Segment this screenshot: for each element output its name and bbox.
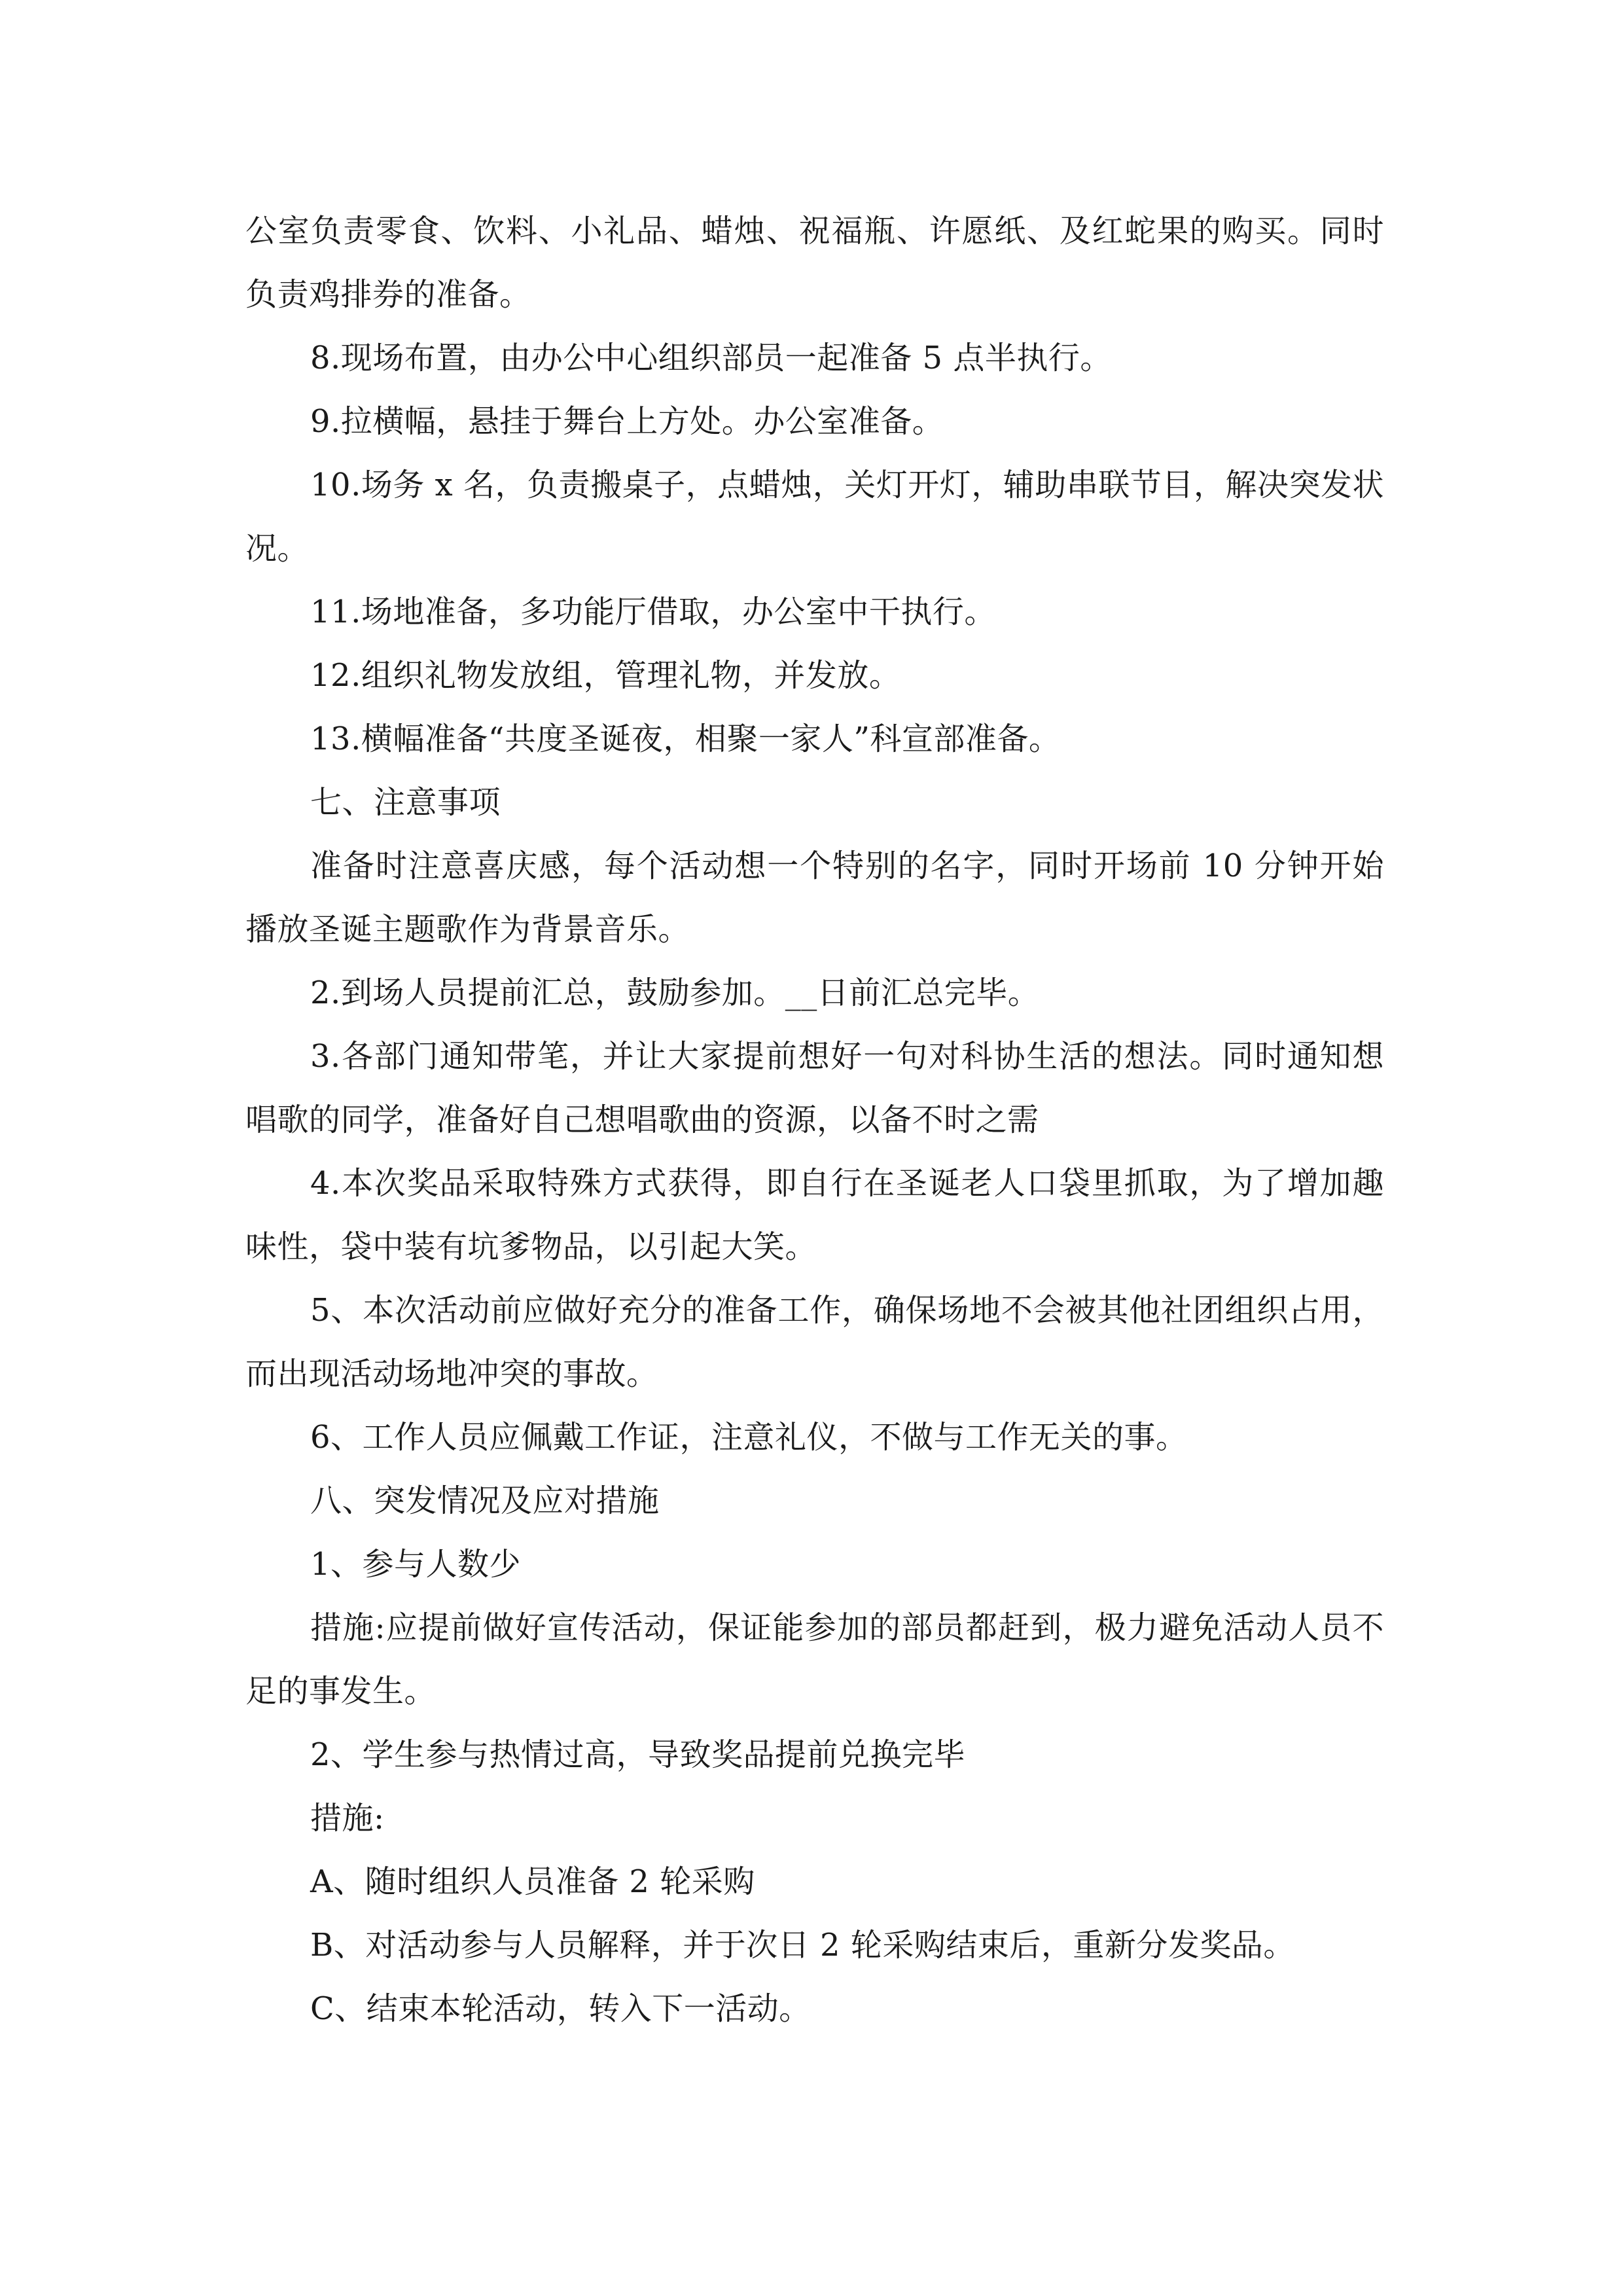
notice-item-5: 5、本次活动前应做好充分的准备工作，确保场地不会被其他社团组织占用，而出现活动场地冲突的事故。 xyxy=(245,1292,1384,1392)
contingency-measure-label: 措施: xyxy=(310,1800,385,1837)
list-item-10: 10.场务 x 名，负责搬桌子，点蜡烛，关灯开灯，辅助串联节目，解决突发状况。 xyxy=(245,467,1384,567)
contingency-measure-1: 措施:应提前做好宣传活动，保证能参加的部员都赶到，极力避免活动人员不足的事发生。 xyxy=(245,1609,1384,1710)
list-item-12: 12.组织礼物发放组，管理礼物，并发放。 xyxy=(310,657,901,694)
measure-option-c: C、结束本轮活动，转入下一活动。 xyxy=(310,1990,811,2027)
measure-option-b: B、对活动参与人员解释，并于次日 2 轮采购结束后，重新分发奖品。 xyxy=(310,1927,1295,1964)
list-item-8: 8.现场布置，由办公中心组织部员一起准备 5 点半执行。 xyxy=(310,340,1112,376)
measure-option-a: A、随时组织人员准备 2 轮采购 xyxy=(310,1863,755,1900)
contingency-item-1: 1、参与人数少 xyxy=(310,1546,522,1583)
list-item-9: 9.拉横幅，悬挂于舞台上方处。办公室准备。 xyxy=(310,403,944,440)
section-heading-7: 七、注意事项 xyxy=(310,784,501,821)
paragraph-continuation: 公室负责零食、饮料、小礼品、蜡烛、祝福瓶、许愿纸、及红蛇果的购买。同时负责鸡排券的准备。 xyxy=(245,213,1384,313)
notice-item-6: 6、工作人员应佩戴工作证，注意礼仪，不做与工作无关的事。 xyxy=(310,1419,1188,1456)
section-heading-8: 八、突发情况及应对措施 xyxy=(310,1482,660,1519)
notice-item-2: 2.到场人员提前汇总，鼓励参加。__日前汇总完毕。 xyxy=(310,975,1040,1011)
notice-item-1: 准备时注意喜庆感，每个活动想一个特别的名字，同时开场前 10 分钟开始播放圣诞主题歌作为背景音乐。 xyxy=(245,848,1384,948)
notice-item-4: 4.本次奖品采取特殊方式获得，即自行在圣诞老人口袋里抓取，为了增加趣味性，袋中装有坑爹物品，以引起大笑。 xyxy=(245,1165,1384,1265)
list-item-13: 13.横幅准备“共度圣诞夜，相聚一家人”科宣部准备。 xyxy=(310,721,1061,757)
contingency-item-2: 2、学生参与热情过高，导致奖品提前兑换完毕 xyxy=(310,1736,966,1773)
document-body xyxy=(245,200,1384,2041)
notice-item-3: 3.各部门通知带笔，并让大家提前想好一句对科协生活的想法。同时通知想唱歌的同学，准备好自己想唱歌曲的资源，以备不时之需 xyxy=(245,1038,1384,1138)
list-item-11: 11.场地准备，多功能厅借取，办公室中干执行。 xyxy=(310,594,996,630)
